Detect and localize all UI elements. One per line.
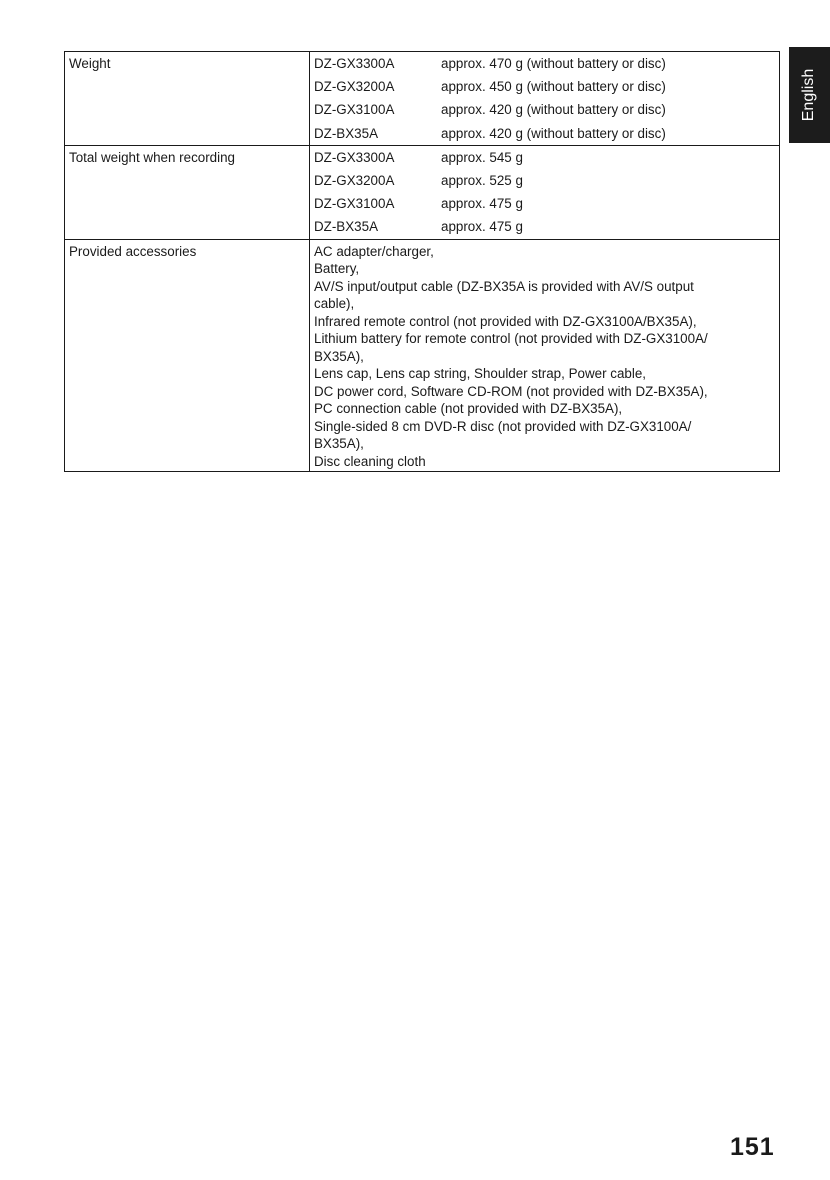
weight-value: approx. 420 g (without battery or disc) <box>441 102 666 118</box>
model-name: DZ-BX35A <box>314 125 378 141</box>
list-item <box>314 146 775 169</box>
accessory-line: AC adapter/charger, <box>314 243 434 259</box>
model-name: DZ-BX35A <box>314 219 378 235</box>
weight-value: approx. 470 g (without battery or disc) <box>441 56 666 71</box>
specifications-table <box>64 51 780 472</box>
table-row-accessories <box>65 239 780 472</box>
accessory-line: AV/S input/output cable (DZ-BX35A is provided with AV/S output <box>314 278 694 294</box>
model-name: DZ-GX3200A <box>314 79 395 95</box>
accessory-line: cable), <box>314 296 355 312</box>
weight-value: approx. 420 g (without battery or disc) <box>441 125 666 141</box>
accessory-line: BX35A), <box>314 348 364 364</box>
accessory-line: Infrared remote control (not provided with DZ-GX3100A/BX35A), <box>314 313 697 329</box>
accessory-line: Lithium battery for remote control (not provided with DZ-GX3100A/ <box>314 331 708 347</box>
total-weight-value: approx. 475 g <box>441 219 523 235</box>
total-weight-value: approx. 545 g <box>441 149 523 165</box>
list-item <box>314 192 775 215</box>
accessory-line: Lens cap, Lens cap string, Shoulder strap, Power cable, <box>314 366 646 382</box>
accessory-line: DC power cord, Software CD-ROM (not provided with DZ-BX35A), <box>314 383 708 399</box>
weight-value: approx. 450 g (without battery or disc) <box>441 79 666 95</box>
weight-values <box>310 52 780 146</box>
weight-label: Weight <box>65 52 310 146</box>
model-name: DZ-GX3100A <box>314 102 395 118</box>
table-row-weight <box>65 52 780 146</box>
total-weight-value: approx. 525 g <box>441 173 523 189</box>
model-name: DZ-GX3100A <box>314 196 395 212</box>
accessories-list <box>310 239 780 472</box>
accessory-line: Disc cleaning cloth <box>314 453 426 469</box>
model-name: DZ-GX3300A <box>314 149 395 165</box>
list-item <box>314 98 775 121</box>
list-item <box>314 75 775 98</box>
list-item <box>314 169 775 192</box>
total-weight-value: approx. 475 g <box>441 196 523 212</box>
table-row-total-weight <box>65 145 780 239</box>
accessory-line: Battery, <box>314 261 360 277</box>
accessories-label: Provided accessories <box>65 239 310 472</box>
model-name: DZ-GX3200A <box>314 173 395 189</box>
accessory-line: Single-sided 8 cm DVD-R disc (not provided with DZ-GX3100A/ <box>314 418 692 434</box>
page-number: 151 <box>730 1133 775 1161</box>
language-tab-label: English <box>800 68 818 122</box>
total-weight-values <box>310 145 780 239</box>
list-item <box>314 122 775 145</box>
total-weight-label: Total weight when recording <box>65 145 310 239</box>
accessory-line: PC connection cable (not provided with DZ-BX35A), <box>314 401 623 417</box>
accessory-line: BX35A), <box>314 436 364 452</box>
list-item <box>314 52 775 75</box>
model-name: DZ-GX3300A <box>314 56 395 71</box>
list-item <box>314 215 775 238</box>
language-tab <box>789 47 830 143</box>
